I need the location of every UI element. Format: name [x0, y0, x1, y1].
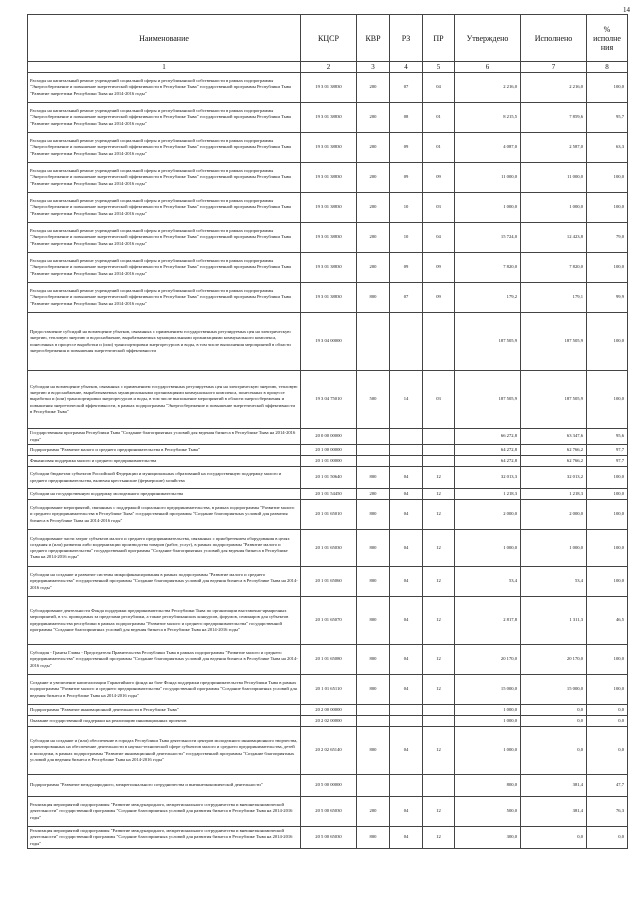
- row-percent: 47,7: [587, 775, 628, 797]
- row-rz: 14: [390, 371, 423, 429]
- row-kcsr: 20 2 02 00000: [301, 716, 357, 727]
- row-kvr: 500: [357, 371, 390, 429]
- row-name: Субсидии на создание и развитие системы микрофинансирования в рамках подпрограммы "Развитие малого и среднего предпринимательства" государственной программы "Создание благоприятных условий для ведения бизнеса в Республике Тыва на 2014-2016 годы": [28, 567, 301, 597]
- row-approved: 800,0: [455, 775, 521, 797]
- row-pr: 12: [423, 597, 455, 645]
- row-pr: 12: [423, 500, 455, 530]
- table-row: [28, 467, 628, 489]
- row-name: Субсидии на возмещение убытков, связанных с применением государственных регулируемых цен на электрическую энергию, тепловую энергию и водоснабжение, вырабатываемых муниципальными организациями коммунального комплекса, понесенных в процессе выработки и (или) транспортировки энергоресурсов и воды, в том числе выполнение мероприятий в области энергосбережения и повышения энергетической эффективности, в рамках подпрограммы "Энергосбережение и повышение энергетической эффективности в Республике Тыва": [28, 371, 301, 429]
- row-name: Финансовая поддержка малого и среднего предпринимательства: [28, 456, 301, 467]
- row-rz: 09: [390, 163, 423, 193]
- row-percent: 99,9: [587, 283, 628, 313]
- row-executed: 2 000,0: [521, 500, 587, 530]
- row-approved: 53,4: [455, 567, 521, 597]
- row-name: Расходы на капитальный ремонт учреждений социальной сферы и республиканской собственности в рамках подпрограммы "Энергосбережение и повышение энергетической эффективности в Республике Тыва" государственной программы Республики Тыва "Развитие энергетики Республики Тыва на 2014-2016 годы": [28, 163, 301, 193]
- row-approved: 187 505,9: [455, 313, 521, 371]
- row-rz: [390, 313, 423, 371]
- row-percent: 100,0: [587, 313, 628, 371]
- row-percent: 100,0: [587, 645, 628, 675]
- row-kcsr: 20 1 01 65110: [301, 675, 357, 705]
- row-name: Реализация мероприятий подпрограммы "Развитие международного, межрегионального сотрудничества и внешнеэкономической деятельности" государственной программы "Создание благоприятных условий для развития бизнеса в Республике Тыва на 2014-2016 годы": [28, 827, 301, 849]
- column-number: 2: [301, 62, 357, 73]
- row-approved: 11 000,0: [455, 163, 521, 193]
- table-row: [28, 530, 628, 567]
- row-pr: 03: [423, 193, 455, 223]
- row-approved: 187 505,9: [455, 371, 521, 429]
- table-body: [28, 73, 628, 849]
- row-approved: 7 820,0: [455, 253, 521, 283]
- row-name: Оказание государственной поддержки на реализацию инновационных проектов: [28, 716, 301, 727]
- row-kvr: 800: [357, 567, 390, 597]
- row-kcsr: 20 1 00 00000: [301, 445, 357, 456]
- row-approved: 15 000,0: [455, 675, 521, 705]
- row-kcsr: 20 1 01 65070: [301, 597, 357, 645]
- row-approved: 1 000,0: [455, 193, 521, 223]
- row-rz: 09: [390, 253, 423, 283]
- row-name: Создание и увеличение капитализации Гарантийного фонда на базе Фонда поддержки предпринимательства Республики Тыва в рамках подпрограммы "Развитие малого и среднего предпринимательства" государственной программы "Создание благоприятных условий для ведения бизнеса в Республике Тыва на 2014-2016 годы": [28, 675, 301, 705]
- row-rz: 10: [390, 193, 423, 223]
- row-pr: 12: [423, 645, 455, 675]
- row-executed: 0,0: [521, 705, 587, 716]
- row-executed: 187 505,9: [521, 313, 587, 371]
- row-name: Подпрограмма "Развитие международного, межрегионального сотрудничества и внешнеэкономической деятельности": [28, 775, 301, 797]
- row-kvr: 800: [357, 727, 390, 775]
- table-row: [28, 163, 628, 193]
- row-kvr: 200: [357, 163, 390, 193]
- table-row: [28, 597, 628, 645]
- row-percent: 100,0: [587, 489, 628, 500]
- row-kcsr: 19 3 01 38830: [301, 133, 357, 163]
- row-pr: 04: [423, 223, 455, 253]
- row-percent: 63,3: [587, 133, 628, 163]
- row-executed: 20 170,0: [521, 645, 587, 675]
- column-number: 6: [455, 62, 521, 73]
- row-kcsr: 20 1 01 65010: [301, 500, 357, 530]
- row-name: Субсидия - Гранты Главы - Председателя Правительства Республики Тыва в рамках подпрограммы "Развитие малого и среднего предпринимательства" государственной программы "Создание благоприятных условий для ведения бизнеса в Республике Тыва на 2014-2016 годы": [28, 645, 301, 675]
- row-pr: 12: [423, 827, 455, 849]
- row-approved: 179,2: [455, 283, 521, 313]
- row-approved: 64 272,8: [455, 445, 521, 456]
- row-executed: 179,1: [521, 283, 587, 313]
- row-pr: 12: [423, 467, 455, 489]
- row-percent: 100,0: [587, 530, 628, 567]
- table-row: [28, 775, 628, 797]
- row-name: Расходы на капитальный ремонт учреждений социальной сферы и республиканской собственности в рамках подпрограммы "Энергосбережение и повышение энергетической эффективности в Республике Тыва" государственной программы Республики Тыва "Развитие энергетики Республики Тыва на 2014-2016 годы": [28, 283, 301, 313]
- row-approved: 15 724,0: [455, 223, 521, 253]
- table-row: [28, 727, 628, 775]
- row-kvr: 800: [357, 675, 390, 705]
- row-rz: [390, 429, 423, 445]
- row-executed: 381,4: [521, 797, 587, 827]
- row-percent: 97,7: [587, 456, 628, 467]
- row-pr: 03: [423, 371, 455, 429]
- row-name: Подпрограмма "Развитие малого и среднего предпринимательства в Республике Тыва": [28, 445, 301, 456]
- table-row: [28, 73, 628, 103]
- row-executed: 0,0: [521, 716, 587, 727]
- row-kcsr: 20 0 00 00000: [301, 429, 357, 445]
- row-executed: 381,4: [521, 775, 587, 797]
- row-percent: 95,6: [587, 429, 628, 445]
- header-name: Наименование: [28, 15, 301, 62]
- row-pr: 01: [423, 103, 455, 133]
- row-executed: 1 000,0: [521, 530, 587, 567]
- header-kvr: КВР: [357, 15, 390, 62]
- row-approved: 1 000,0: [455, 727, 521, 775]
- row-name: Субсидии бюджетам субъектов Российской Федерации и муниципальных образований на государственную поддержку малого и среднего предпринимательства, включая крестьянские (фермерские) хозяйства: [28, 467, 301, 489]
- row-executed: 7 820,0: [521, 253, 587, 283]
- row-name: Расходы на капитальный ремонт учреждений социальной сферы и республиканской собственности в рамках подпрограммы "Энергосбережение и повышение энергетической эффективности в Республике Тыва" государственной программы Республики Тыва "Развитие энергетики Республики Тыва на 2014-2016 годы": [28, 223, 301, 253]
- row-kvr: [357, 716, 390, 727]
- row-rz: 10: [390, 223, 423, 253]
- table-row: [28, 223, 628, 253]
- row-kvr: 200: [357, 133, 390, 163]
- row-kvr: 200: [357, 73, 390, 103]
- row-rz: 04: [390, 597, 423, 645]
- row-approved: 1 218,3: [455, 489, 521, 500]
- row-kvr: 800: [357, 500, 390, 530]
- row-percent: 100,0: [587, 163, 628, 193]
- row-pr: 12: [423, 797, 455, 827]
- row-kvr: 200: [357, 103, 390, 133]
- table-row: [28, 645, 628, 675]
- table-row: [28, 429, 628, 445]
- row-name: Субсидирование мероприятий, связанных с поддержкой социального предпринимательства, в рамках подпрограммы "Развитие малого и среднего предпринимательства в Республике Тыва" государственной программы "Создание благоприятных условий для развития бизнеса в Республике Тыва на 2014-2016 годы": [28, 500, 301, 530]
- column-number: 7: [521, 62, 587, 73]
- column-number: 1: [28, 62, 301, 73]
- row-approved: 2 817,8: [455, 597, 521, 645]
- row-pr: [423, 313, 455, 371]
- row-approved: 66 272,8: [455, 429, 521, 445]
- row-kcsr: 20 1 01 00000: [301, 456, 357, 467]
- row-percent: 0,0: [587, 827, 628, 849]
- row-rz: 04: [390, 500, 423, 530]
- row-executed: 1 218,3: [521, 489, 587, 500]
- row-executed: 62 766,2: [521, 445, 587, 456]
- row-rz: 04: [390, 567, 423, 597]
- row-pr: 09: [423, 283, 455, 313]
- row-executed: 12 423,8: [521, 223, 587, 253]
- row-rz: 04: [390, 489, 423, 500]
- table-row: [28, 705, 628, 716]
- row-pr: [423, 445, 455, 456]
- row-pr: [423, 775, 455, 797]
- row-kvr: 200: [357, 797, 390, 827]
- row-kvr: 800: [357, 645, 390, 675]
- row-kvr: 800: [357, 467, 390, 489]
- row-rz: 07: [390, 73, 423, 103]
- row-name: Расходы на капитальный ремонт учреждений социальной сферы и республиканской собственности в рамках подпрограммы "Энергосбережение и повышение энергетической эффективности в Республике Тыва" государственной программы Республики Тыва "Развитие энергетики Республики Тыва на 2014-2016 годы": [28, 193, 301, 223]
- row-percent: 100,0: [587, 193, 628, 223]
- row-executed: 7 859,6: [521, 103, 587, 133]
- row-percent: 100,0: [587, 500, 628, 530]
- row-rz: 09: [390, 133, 423, 163]
- row-rz: 04: [390, 827, 423, 849]
- row-executed: 1 000,0: [521, 193, 587, 223]
- row-executed: 53,4: [521, 567, 587, 597]
- row-kcsr: 19 3 01 38830: [301, 223, 357, 253]
- row-pr: 12: [423, 567, 455, 597]
- row-kcsr: 20 5 00 00000: [301, 775, 357, 797]
- row-name: Подпрограмма "Развитие инновационной деятельности в Республике Тыва": [28, 705, 301, 716]
- row-percent: 95,7: [587, 103, 628, 133]
- row-percent: 100,0: [587, 675, 628, 705]
- row-kvr: 800: [357, 283, 390, 313]
- row-kvr: [357, 705, 390, 716]
- row-kcsr: 20 5 00 65030: [301, 797, 357, 827]
- row-executed: 15 000,0: [521, 675, 587, 705]
- row-kcsr: 20 1 01 50640: [301, 467, 357, 489]
- row-kcsr: 19 3 04 75010: [301, 371, 357, 429]
- row-name: Субсидии на создание и (или) обеспечение в городах Республики Тыва деятельности центров молодежного инновационного творчества, ориентированных на обеспечение деятельности в научно-технической сфере субъектов малого и среднего предпринимательства, детей и молодежи, в рамках подпрограммы "Развитие инновационной деятельности" государственной программы "Создание благоприятных условий для ведения бизнеса в Республике Тыва на 2014-2016 годы": [28, 727, 301, 775]
- row-kcsr: 19 3 04 00000: [301, 313, 357, 371]
- row-kvr: 200: [357, 489, 390, 500]
- row-executed: 0,0: [521, 827, 587, 849]
- row-name: Предоставление субсидий на возмещение убытков, связанных с применением государственных регулируемых цен на электрическую энергию, тепловую энергию и водоснабжение, вырабатываемых муниципальными организациями коммунального комплекса, понесенных в процессе выработки и (или) транспортировки энергоресурсов и воды, в том числе выполнения мероприятий в области энергосбережения и повышения энергетической эффективности: [28, 313, 301, 371]
- row-name: Расходы на капитальный ремонт учреждений социальной сферы и республиканской собственности в рамках подпрограммы "Энергосбережение и повышение энергетической эффективности в Республике Тыва" государственной программы Республики Тыва "Развитие энергетики Республики Тыва на 2014-2016 годы": [28, 133, 301, 163]
- row-approved: 64 272,8: [455, 456, 521, 467]
- row-kcsr: 19 3 01 38830: [301, 283, 357, 313]
- table-row: [28, 489, 628, 500]
- row-executed: 11 000,0: [521, 163, 587, 193]
- row-kcsr: 20 1 01 54450: [301, 489, 357, 500]
- table-row: [28, 456, 628, 467]
- row-executed: 63 347,6: [521, 429, 587, 445]
- row-kcsr: 19 3 01 38830: [301, 163, 357, 193]
- row-rz: [390, 775, 423, 797]
- row-approved: 8 215,5: [455, 103, 521, 133]
- table-row: [28, 675, 628, 705]
- row-kvr: [357, 313, 390, 371]
- row-kcsr: 19 3 01 38830: [301, 73, 357, 103]
- table-row: [28, 797, 628, 827]
- row-approved: 1 000,0: [455, 716, 521, 727]
- row-name: Субсидирование деятельности Фонда поддержки предпринимательства Республики Тыва по организации выставочно-ярмарочных мероприятий, в т.ч. проводимых за пределами республики, а также республиканских конкурсов, форумов, семинаров для субъектов предпринимательства республики в рамках подпрограммы "Развитие малого и среднего предпринимательства" государственной программы "Создание благоприятных условий для ведения бизнеса в Республике Тыва на 2014-2016 годы": [28, 597, 301, 645]
- row-executed: 187 505,9: [521, 371, 587, 429]
- row-kcsr: 19 3 01 38830: [301, 193, 357, 223]
- header-kcsr: КЦСР: [301, 15, 357, 62]
- table-row: [28, 500, 628, 530]
- row-kvr: [357, 775, 390, 797]
- row-approved: 2 216,0: [455, 73, 521, 103]
- row-name: Реализация мероприятий подпрограммы "Развитие международного, межрегионального сотрудничества и внешнеэкономической деятельности" государственной программы "Создание благоприятных условий для развития бизнеса в Республике Тыва на 2014-2016 годы": [28, 797, 301, 827]
- row-percent: 100,0: [587, 371, 628, 429]
- table-row: [28, 133, 628, 163]
- row-pr: [423, 429, 455, 445]
- row-pr: 12: [423, 530, 455, 567]
- row-approved: 32 013,3: [455, 467, 521, 489]
- table-row: [28, 253, 628, 283]
- row-percent: 0,0: [587, 705, 628, 716]
- column-number: 4: [390, 62, 423, 73]
- row-rz: [390, 716, 423, 727]
- row-pr: 09: [423, 163, 455, 193]
- row-approved: 4 087,0: [455, 133, 521, 163]
- row-executed: 32 013,2: [521, 467, 587, 489]
- row-kvr: [357, 445, 390, 456]
- table-row: [28, 283, 628, 313]
- row-rz: 04: [390, 467, 423, 489]
- row-kvr: 800: [357, 530, 390, 567]
- row-rz: 04: [390, 727, 423, 775]
- row-pr: 01: [423, 133, 455, 163]
- table-row: [28, 193, 628, 223]
- column-number-row: [28, 62, 628, 73]
- row-percent: 100,0: [587, 73, 628, 103]
- row-kcsr: 19 3 01 38830: [301, 103, 357, 133]
- row-approved: 1 000,0: [455, 705, 521, 716]
- row-kcsr: 20 5 00 65030: [301, 827, 357, 849]
- row-kvr: 200: [357, 193, 390, 223]
- table-row: [28, 445, 628, 456]
- row-approved: 300,0: [455, 827, 521, 849]
- column-number: 5: [423, 62, 455, 73]
- row-executed: 2 587,0: [521, 133, 587, 163]
- row-percent: 0,0: [587, 727, 628, 775]
- table-row: [28, 827, 628, 849]
- column-number: 3: [357, 62, 390, 73]
- row-pr: 12: [423, 489, 455, 500]
- row-rz: 04: [390, 645, 423, 675]
- row-pr: 09: [423, 253, 455, 283]
- row-executed: 0,0: [521, 727, 587, 775]
- row-pr: [423, 705, 455, 716]
- header-row: [28, 15, 628, 62]
- row-rz: 04: [390, 530, 423, 567]
- header-percent: % исполне ния: [587, 15, 628, 62]
- row-pr: [423, 456, 455, 467]
- row-rz: 04: [390, 797, 423, 827]
- row-name: Субсидирование части затрат субъектов малого и среднего предпринимательства, связанных с приобретением оборудования в целях создания и (или) развития либо модернизации производства товаров (работ, услуг), в рамках подпрограммы "Развитие малого и среднего предпринимательства" государственной программы "Создание благоприятных условий для ведения бизнеса в Республике Тыва на 2014-2016 годы": [28, 530, 301, 567]
- table-row: [28, 716, 628, 727]
- header-executed: Исполнено: [521, 15, 587, 62]
- row-kcsr: 20 2 00 00000: [301, 705, 357, 716]
- row-kcsr: 20 1 01 65060: [301, 567, 357, 597]
- header-rz: РЗ: [390, 15, 423, 62]
- row-executed: 2 216,0: [521, 73, 587, 103]
- table-row: [28, 371, 628, 429]
- header-approved: Утверждено: [455, 15, 521, 62]
- row-approved: 1 000,0: [455, 530, 521, 567]
- row-name: Расходы на капитальный ремонт учреждений социальной сферы и республиканской собственности в рамках подпрограммы "Энергосбережение и повышение энергетической эффективности в Республике Тыва" государственной программы Республики Тыва "Развитие энергетики Республики Тыва на 2014-2016 годы": [28, 103, 301, 133]
- row-kcsr: 19 3 01 38830: [301, 253, 357, 283]
- row-pr: [423, 716, 455, 727]
- row-kvr: [357, 429, 390, 445]
- row-approved: 2 000,0: [455, 500, 521, 530]
- row-executed: 62 766,2: [521, 456, 587, 467]
- row-name: Расходы на капитальный ремонт учреждений социальной сферы и республиканской собственности в рамках подпрограммы "Энергосбережение и повышение энергетической эффективности в Республике Тыва" государственной программы Республики Тыва "Развитие энергетики Республики Тыва на 2014-2016 годы": [28, 253, 301, 283]
- row-executed: 1 311,3: [521, 597, 587, 645]
- row-rz: 07: [390, 283, 423, 313]
- row-percent: 100,0: [587, 567, 628, 597]
- row-percent: 76,3: [587, 797, 628, 827]
- row-percent: 100,0: [587, 253, 628, 283]
- row-rz: [390, 456, 423, 467]
- row-kvr: 800: [357, 597, 390, 645]
- row-percent: 97,7: [587, 445, 628, 456]
- row-pr: 12: [423, 675, 455, 705]
- table-row: [28, 567, 628, 597]
- row-rz: [390, 445, 423, 456]
- row-rz: 04: [390, 675, 423, 705]
- row-name: Государственная программа Республики Тыва "Создание благоприятных условий для ведения бизнеса в Республике Тыва на 2014-2016 годы": [28, 429, 301, 445]
- row-rz: [390, 705, 423, 716]
- table-row: [28, 103, 628, 133]
- row-kcsr: 20 1 01 65030: [301, 530, 357, 567]
- table-row: [28, 313, 628, 371]
- row-pr: 04: [423, 73, 455, 103]
- row-kvr: [357, 456, 390, 467]
- row-kcsr: 20 1 01 65080: [301, 645, 357, 675]
- row-name: Субсидии на государственную поддержку молодежного предпринимательства: [28, 489, 301, 500]
- row-percent: 46,5: [587, 597, 628, 645]
- header-pr: ПР: [423, 15, 455, 62]
- row-kvr: 200: [357, 223, 390, 253]
- row-approved: 20 170,0: [455, 645, 521, 675]
- row-pr: 12: [423, 727, 455, 775]
- budget-execution-table: [27, 14, 628, 849]
- row-approved: 500,0: [455, 797, 521, 827]
- row-kvr: 800: [357, 827, 390, 849]
- row-kvr: 200: [357, 253, 390, 283]
- row-name: Расходы на капитальный ремонт учреждений социальной сферы и республиканской собственности в рамках подпрограммы "Энергосбережение и повышение энергетической эффективности в Республике Тыва" государственной программы Республики Тыва "Развитие энергетики Республики Тыва на 2014-2016 годы": [28, 73, 301, 103]
- row-percent: 79,0: [587, 223, 628, 253]
- column-number: 8: [587, 62, 628, 73]
- row-kcsr: 20 2 02 65140: [301, 727, 357, 775]
- page-number: 14: [623, 6, 630, 14]
- row-rz: 08: [390, 103, 423, 133]
- row-percent: 100,0: [587, 467, 628, 489]
- row-percent: 0,0: [587, 716, 628, 727]
